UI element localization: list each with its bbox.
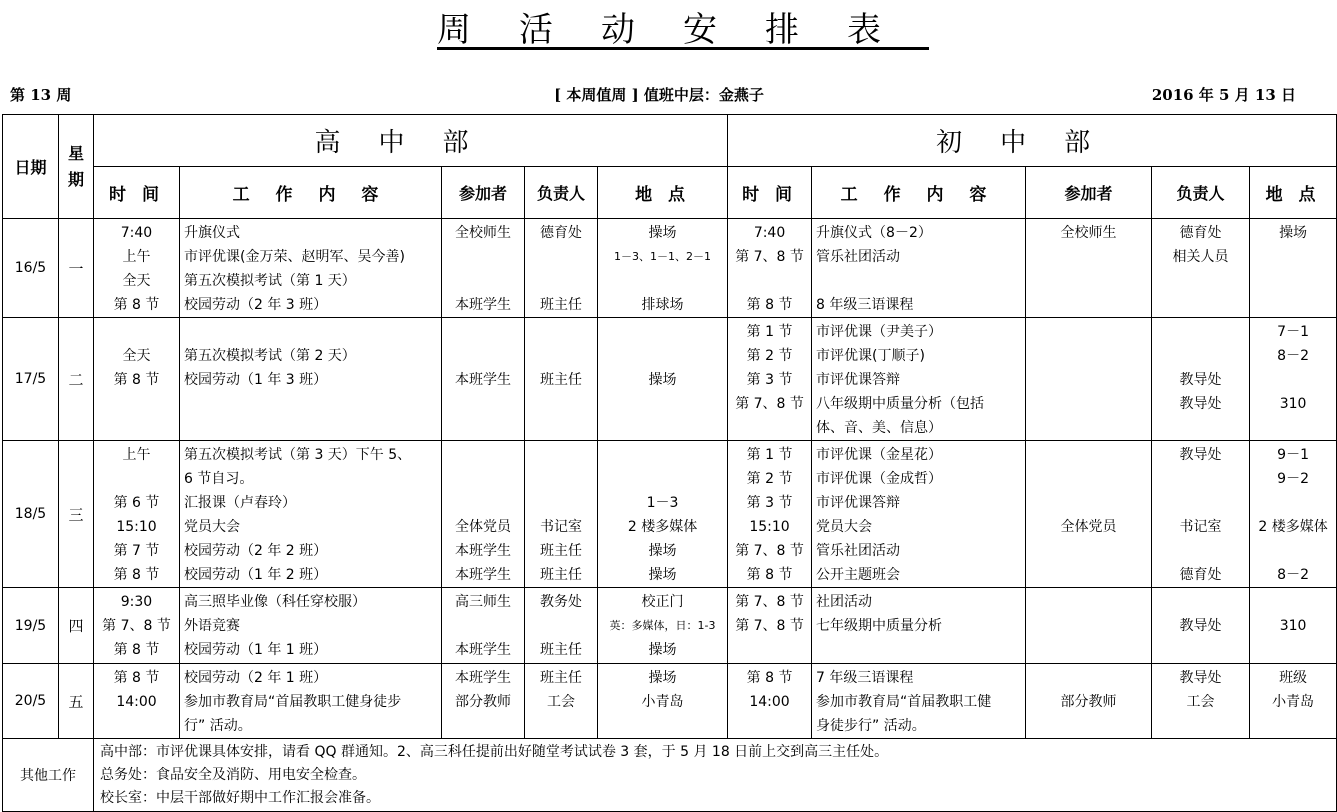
high-content-line: 校园劳动（2 年 2 班） [184, 543, 328, 559]
header-row-1 [3, 115, 1337, 167]
middle-participants-header: 参加者 [1026, 167, 1152, 219]
middle-location-line: 8－2 [1277, 348, 1309, 364]
high-time-line: 第 7、8 节 [102, 618, 171, 634]
middle-responsible-cell [1152, 318, 1250, 441]
middle-participants-cell [1026, 441, 1152, 588]
middle-responsible-cell [1152, 664, 1250, 739]
high-school-header: 高中部 [94, 115, 728, 167]
high-participants-line: 本班学生 [455, 642, 511, 658]
middle-time-cell [728, 664, 812, 739]
middle-time-line: 第 3 节 [746, 372, 793, 388]
high-time-line: 14:00 [116, 694, 157, 710]
high-content-line: 第五次模拟考试（第 1 天） [184, 273, 356, 289]
high-participants-line [442, 491, 524, 515]
middle-participants-line [1026, 245, 1151, 269]
day-row [3, 318, 1337, 441]
other-work-line: 校长室：中层干部做好期中工作汇报会准备。 [100, 789, 380, 806]
high-time-line: 全天 [122, 348, 151, 364]
middle-responsible-line [1152, 320, 1249, 344]
middle-location-line: 2 楼多媒体 [1258, 519, 1328, 535]
middle-responsible-line [1152, 269, 1249, 293]
middle-location-cell [1250, 318, 1337, 441]
middle-content-line: 公开主题班会 [816, 567, 901, 583]
middle-time-cell [728, 318, 812, 441]
high-responsible-cell [525, 664, 598, 739]
high-content-line: 市评优课(金万荣、赵明军、吴今善) [184, 249, 405, 265]
high-content-line: 校园劳动（1 年 2 班） [184, 567, 328, 583]
duty-officer: [ 本周值周 ] 值班中层：金燕子 [554, 86, 764, 104]
high-location-line: 操场 [648, 567, 677, 583]
middle-participants-line [1026, 269, 1151, 293]
high-content-header: 工 作 内 容 [180, 167, 442, 219]
middle-location-line [1250, 491, 1336, 515]
high-content-line: 校园劳动（1 年 1 班） [184, 642, 328, 658]
high-location-header: 地 点 [598, 167, 728, 219]
high-content-line: 升旗仪式 [184, 225, 240, 241]
day-weekday: 四 [59, 588, 94, 664]
high-time-line: 第 8 节 [113, 297, 160, 313]
high-participants-line [442, 320, 524, 344]
high-time-line: 第 7 节 [113, 543, 160, 559]
middle-responsible-line [1152, 491, 1249, 515]
high-participants-line: 部分教师 [455, 694, 511, 710]
high-responsible-line [525, 245, 597, 269]
high-time-line: 第 8 节 [113, 567, 160, 583]
middle-time-line: 第 2 节 [746, 471, 793, 487]
middle-location-line [1250, 539, 1336, 563]
middle-participants-line [1026, 491, 1151, 515]
middle-location-cell [1250, 219, 1337, 318]
high-location-cell [598, 219, 728, 318]
high-participants-cell [442, 664, 525, 739]
middle-location-line [1250, 590, 1336, 614]
high-content-cell [180, 318, 442, 441]
high-location-line: 英：多媒体，日：1-3 [609, 619, 716, 632]
middle-responsible-line: 教导处 [1179, 372, 1222, 388]
high-participants-line: 全校师生 [455, 225, 511, 241]
middle-content-line: 参加市教育局“首届教职工健 [816, 694, 992, 710]
middle-time-line: 第 1 节 [746, 324, 793, 340]
high-location-line: 校正门 [641, 594, 684, 610]
middle-participants-line: 全校师生 [1060, 225, 1117, 241]
middle-responsible-line: 德育处 [1179, 567, 1222, 583]
high-content-line [184, 320, 441, 344]
high-content-line: 高三照毕业像（科任穿校服） [184, 594, 366, 610]
middle-time-line: 第 3 节 [746, 495, 793, 511]
high-location-line [598, 269, 727, 293]
middle-time-line [728, 269, 811, 293]
middle-content-line: 党员大会 [816, 519, 873, 535]
middle-location-line: 9－1 [1277, 447, 1309, 463]
high-time-line: 第 8 节 [113, 372, 160, 388]
high-location-line: 1－3 [646, 495, 679, 511]
middle-participants-line: 全体党员 [1060, 519, 1117, 535]
middle-content-line [816, 269, 1025, 293]
middle-content-line: 社团活动 [816, 594, 873, 610]
middle-location-line [1250, 293, 1336, 317]
middle-time-line: 14:00 [749, 694, 790, 710]
middle-time-cell [728, 441, 812, 588]
high-participants-line [442, 443, 524, 467]
middle-content-line: 管乐社团活动 [816, 249, 901, 265]
high-location-line: 小青岛 [641, 694, 684, 710]
middle-location-line: 8－2 [1277, 567, 1309, 583]
middle-participants-cell [1026, 318, 1152, 441]
high-responsible-line: 班主任 [540, 372, 582, 388]
middle-time-line: 第 7、8 节 [735, 594, 804, 610]
middle-content-line: 管乐社团活动 [816, 543, 901, 559]
high-time-line [94, 320, 179, 344]
high-participants-line [442, 245, 524, 269]
high-responsible-line [525, 467, 597, 491]
middle-content-line: 7 年级三语课程 [816, 670, 914, 686]
high-participants-line: 本班学生 [455, 567, 511, 583]
high-location-cell [598, 664, 728, 739]
day-date: 16/5 [3, 219, 59, 318]
high-content-line: 外语竞赛 [184, 618, 240, 634]
middle-location-line [1250, 245, 1336, 269]
high-time-line: 第 8 节 [113, 670, 160, 686]
high-responsible-line: 德育处 [540, 225, 582, 241]
high-responsible-line [525, 344, 597, 368]
high-responsible-line: 班主任 [540, 567, 582, 583]
other-work-line: 高中部：市评优课具体安排，请看 QQ 群通知。2、高三科任提前出好随堂考试试卷 3 套，于 5 月 18 日前上交到高三主任处。 [100, 743, 889, 760]
middle-time-line: 第 8 节 [746, 670, 793, 686]
middle-time-line: 第 2 节 [746, 348, 793, 364]
high-participants-line [442, 467, 524, 491]
high-time-line: 第 8 节 [113, 642, 160, 658]
middle-time-header: 时 间 [728, 167, 812, 219]
day-weekday: 五 [59, 664, 94, 739]
other-work-row [3, 739, 1337, 812]
high-participants-line: 本班学生 [455, 670, 511, 686]
high-time-cell [94, 441, 180, 588]
middle-responsible-line: 教导处 [1179, 618, 1222, 634]
middle-content-cell [812, 588, 1026, 664]
day-date: 17/5 [3, 318, 59, 441]
middle-time-line: 第 7、8 节 [735, 543, 804, 559]
middle-content-line: 身徒步行” 活动。 [816, 718, 926, 734]
high-location-line [598, 320, 727, 344]
middle-content-line: 市评优课答辩 [816, 495, 901, 511]
high-responsible-line [525, 443, 597, 467]
day-date: 19/5 [3, 588, 59, 664]
high-location-cell [598, 588, 728, 664]
high-content-line: 校园劳动（1 年 3 班） [184, 372, 328, 388]
middle-responsible-line [1152, 344, 1249, 368]
middle-location-line: 310 [1279, 618, 1307, 634]
middle-responsible-header: 负责人 [1152, 167, 1250, 219]
middle-responsible-line: 教导处 [1179, 670, 1222, 686]
schedule-body [3, 115, 1337, 812]
middle-location-line: 小青岛 [1272, 694, 1315, 710]
middle-participants-cell [1026, 219, 1152, 318]
high-location-line: 操场 [648, 225, 677, 241]
middle-location-line [1250, 368, 1336, 392]
middle-participants-cell [1026, 664, 1152, 739]
day-date: 20/5 [3, 664, 59, 739]
middle-location-header: 地 点 [1250, 167, 1337, 219]
middle-time-line: 第 7、8 节 [735, 396, 804, 412]
high-location-line: 1－3、1－1、2－1 [614, 250, 712, 263]
high-content-cell [180, 588, 442, 664]
other-work-line: 总务处：食品安全及消防、用电安全检查。 [100, 766, 366, 783]
middle-responsible-line: 书记室 [1179, 519, 1222, 535]
high-responsible-line [525, 491, 597, 515]
high-participants-line [442, 344, 524, 368]
high-participants-cell [442, 588, 525, 664]
middle-content-line: 市评优课（金星花） [816, 447, 943, 463]
middle-time-line: 第 7、8 节 [735, 618, 804, 634]
high-time-line: 全天 [122, 273, 151, 289]
high-participants-cell [442, 441, 525, 588]
middle-content-line: 七年级期中质量分析 [816, 618, 943, 634]
middle-responsible-line [1152, 293, 1249, 317]
middle-time-line: 第 1 节 [746, 447, 793, 463]
high-participants-line: 全体党员 [455, 519, 511, 535]
high-time-header: 时 间 [94, 167, 180, 219]
middle-time-line: 7:40 [753, 225, 786, 241]
high-participants-line [442, 614, 524, 638]
middle-time-cell [728, 588, 812, 664]
middle-responsible-line [1152, 467, 1249, 491]
middle-participants-line: 部分教师 [1060, 694, 1117, 710]
middle-responsible-line: 教导处 [1179, 447, 1222, 463]
high-content-line: 行” 活动。 [184, 718, 252, 734]
high-location-line [598, 467, 727, 491]
high-content-line: 6 节自习。 [184, 471, 254, 487]
high-responsible-line [525, 269, 597, 293]
high-content-line: 党员大会 [184, 519, 240, 535]
middle-participants-line [1026, 666, 1151, 690]
high-time-line [94, 467, 179, 491]
middle-participants-line [1026, 563, 1151, 587]
middle-participants-line [1026, 539, 1151, 563]
high-content-line: 校园劳动（2 年 3 班） [184, 297, 328, 313]
high-time-cell [94, 318, 180, 441]
high-responsible-line: 教务处 [540, 594, 582, 610]
high-participants-header: 参加者 [442, 167, 525, 219]
middle-responsible-line: 德育处 [1179, 225, 1222, 241]
high-responsible-cell [525, 588, 598, 664]
middle-location-line: 7－1 [1277, 324, 1309, 340]
middle-time-cell [728, 219, 812, 318]
high-participants-line: 本班学生 [455, 543, 511, 559]
high-responsible-line: 班主任 [540, 670, 582, 686]
high-responsible-cell [525, 219, 598, 318]
day-row [3, 219, 1337, 318]
day-weekday: 三 [59, 441, 94, 588]
middle-responsible-cell [1152, 441, 1250, 588]
high-location-line: 2 楼多媒体 [627, 519, 698, 535]
middle-responsible-line [1152, 590, 1249, 614]
page-title-text: 周活动安排表 [437, 10, 929, 50]
header-row-2 [3, 167, 1337, 219]
high-responsible-cell [525, 441, 598, 588]
day-row [3, 664, 1337, 739]
high-content-line: 汇报课（卢春玲） [184, 495, 296, 511]
middle-content-cell [812, 664, 1026, 739]
high-time-line: 第 6 节 [113, 495, 160, 511]
middle-participants-line [1026, 443, 1151, 467]
other-work-label: 其他工作 [3, 739, 94, 812]
high-time-line: 上午 [122, 249, 151, 265]
middle-content-line: 八年级期中质量分析（包括 [816, 396, 985, 412]
day-row [3, 588, 1337, 664]
high-responsible-line [525, 320, 597, 344]
middle-responsible-line: 工会 [1186, 694, 1215, 710]
high-responsible-line: 班主任 [540, 642, 582, 658]
middle-content-cell [812, 318, 1026, 441]
high-participants-line: 高三师生 [455, 594, 511, 610]
middle-participants-line [1026, 467, 1151, 491]
high-location-cell [598, 318, 728, 441]
high-participants-line [442, 269, 524, 293]
middle-content-line: 市评优课（尹美子） [816, 324, 943, 340]
report-date: 2016 年 5 月 13 日 [1151, 86, 1296, 104]
high-participants-line: 本班学生 [455, 372, 511, 388]
high-responsible-line: 书记室 [540, 519, 582, 535]
high-time-cell [94, 219, 180, 318]
middle-participants-line [1026, 293, 1151, 317]
middle-location-line: 310 [1279, 396, 1307, 412]
high-content-line: 参加市教育局“首届教职工健身徒步 [184, 694, 402, 710]
high-responsible-line [525, 614, 597, 638]
middle-content-header: 工 作 内 容 [812, 167, 1026, 219]
day-weekday: 二 [59, 318, 94, 441]
middle-location-cell [1250, 441, 1337, 588]
middle-location-line: 9－2 [1277, 471, 1309, 487]
middle-content-line: 升旗仪式（8－2） [816, 225, 932, 241]
middle-participants-cell [1026, 588, 1152, 664]
high-responsible-line: 班主任 [540, 543, 582, 559]
day-weekday: 一 [59, 219, 94, 318]
high-content-cell [180, 219, 442, 318]
high-content-cell [180, 664, 442, 739]
middle-content-cell [812, 219, 1026, 318]
high-location-line: 操场 [648, 543, 677, 559]
middle-time-line: 第 7、8 节 [735, 249, 804, 265]
middle-responsible-cell [1152, 219, 1250, 318]
middle-content-line: 8 年级三语课程 [816, 297, 914, 313]
high-responsible-line: 班主任 [540, 297, 582, 313]
middle-time-line: 第 8 节 [746, 567, 793, 583]
high-responsible-header: 负责人 [525, 167, 598, 219]
middle-time-line: 第 8 节 [746, 297, 793, 313]
middle-content-cell [812, 441, 1026, 588]
high-time-cell [94, 664, 180, 739]
middle-content-line: 市评优课答辩 [816, 372, 901, 388]
middle-location-line: 班级 [1279, 670, 1308, 686]
high-location-line: 操场 [648, 642, 677, 658]
high-location-cell [598, 441, 728, 588]
middle-content-line: 市评优课（金成哲） [816, 471, 943, 487]
date-header: 日期 [3, 115, 59, 219]
high-time-line: 9:30 [120, 594, 153, 610]
middle-content-line: 体、音、美、信息） [816, 420, 943, 436]
high-responsible-line: 工会 [547, 694, 575, 710]
middle-location-cell [1250, 588, 1337, 664]
middle-responsible-line: 教导处 [1179, 396, 1222, 412]
middle-location-cell [1250, 664, 1337, 739]
high-participants-line: 本班学生 [455, 297, 511, 313]
high-location-line [598, 344, 727, 368]
high-time-line: 上午 [122, 447, 151, 463]
middle-responsible-line: 相关人员 [1172, 249, 1229, 265]
high-time-cell [94, 588, 180, 664]
middle-school-header: 初中部 [728, 115, 1337, 167]
weekday-header: 星期 [59, 115, 94, 219]
middle-content-line: 市评优课(丁顺子) [816, 348, 925, 364]
high-location-line: 操场 [648, 670, 677, 686]
page-title [0, 2, 1318, 51]
high-participants-cell [442, 318, 525, 441]
high-content-line: 第五次模拟考试（第 3 天）下午 5、 [184, 447, 412, 463]
week-number: 第 13 周 [10, 86, 72, 104]
day-date: 18/5 [3, 441, 59, 588]
other-work-content [94, 739, 1337, 812]
high-responsible-cell [525, 318, 598, 441]
high-content-cell [180, 441, 442, 588]
day-row [3, 441, 1337, 588]
high-time-line: 7:40 [120, 225, 153, 241]
high-participants-cell [442, 219, 525, 318]
middle-responsible-cell [1152, 588, 1250, 664]
middle-location-line [1250, 269, 1336, 293]
high-location-line [598, 443, 727, 467]
middle-location-line: 操场 [1279, 225, 1308, 241]
middle-time-line: 15:10 [749, 519, 790, 535]
high-location-line: 排球场 [641, 297, 684, 313]
middle-responsible-line [1152, 539, 1249, 563]
schedule-table [2, 114, 1337, 812]
high-content-line: 第五次模拟考试（第 2 天） [184, 348, 356, 364]
high-location-line: 操场 [648, 372, 677, 388]
high-content-line: 校园劳动（2 年 1 班） [184, 670, 328, 686]
high-time-line: 15:10 [116, 519, 157, 535]
